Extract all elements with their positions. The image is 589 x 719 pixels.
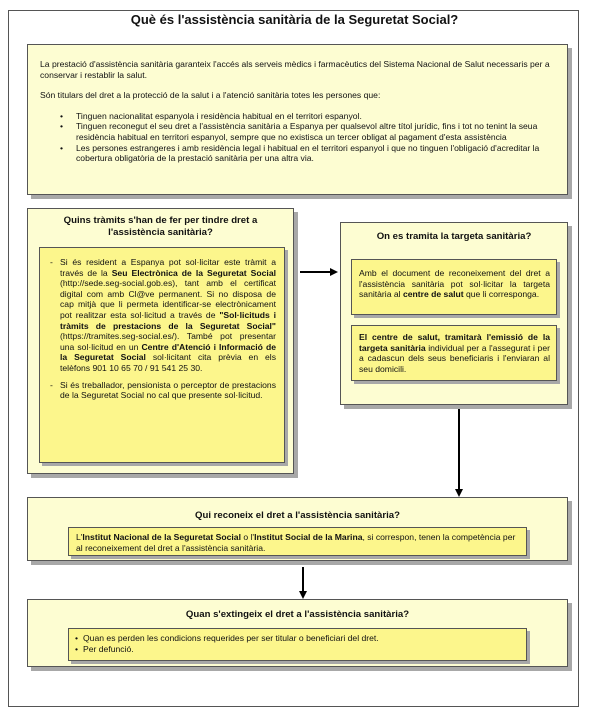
procedures-list — [46, 257, 276, 401]
list-item: • Tinguen reconegut el seu dret a l'assistència sanitària a Espanya per qualsevol altre títol jurídic, fins i tot no tenint la seua residència habitual en territori espanyol, sempre que no existisca un tercer obligat al pagament d'esta assistència — [40, 121, 555, 142]
list-item: • Per defunció. — [69, 644, 520, 655]
health-card-title: On es tramita la targeta sanitària? — [376, 231, 532, 242]
page-title: Què és l'assistència sanitària de la Seguretat Social? — [130, 12, 459, 27]
ism-name: Institut Social de la Marina — [254, 532, 363, 542]
procedures-title: Quins tràmits s'han de fer per tindre dret a l'assistència sanitària? — [63, 215, 258, 238]
service-center-name: Centre d'Atenció i Informació de la Seguretat Social — [60, 341, 276, 363]
electronic-office-name: Seu Electrònica de la Seguretat Social — [111, 267, 276, 278]
termination-list — [69, 633, 520, 654]
health-card-inner-box: Amb el document de reconeixement del dret a l'assistència sanitària pot sol·licitar la targeta sanitària al centre de salut que li corresponga. — [351, 259, 557, 315]
termination-title: Quan s'extingeix el dret a l'assistència sanitària? — [185, 609, 410, 620]
recognition-title: Qui reconeix el dret a l'assistència sanitària? — [195, 510, 400, 521]
intro-box — [27, 44, 568, 195]
procedures-box — [27, 208, 294, 474]
list-item: • Les persones estrangeres i amb residència legal i habitual en el territori espanyol i que no tinguen l'obligació d'acreditar la cobertura obligatòria de la prestació sanitària per una altra via. — [40, 143, 555, 164]
issue-label: El centre de salut, tramitarà l'emissió de la targeta sanitària — [359, 332, 550, 353]
termination-inner-box — [68, 628, 527, 661]
list-item: - Si és resident a Espanya pot sol·licitar este tràmit a través de la Seu Electrònica de la Seguretat Social (http://sede.seg-social.gob.es), tant amb el certificat digital com amb Cl@ve permanent. Si no disposa de cap mitjà que li permeta identificar-se electrònicament pot realitzar esta sol·licitud a través de "Sol·licituds i tràmits de prestacions de la Seguretat Social" (https://tramites.seg-social.es/). També pot presentar una sol·licitud en un Centre d'Atenció i Informació de la Seguretat Social sol·licitant cita prèvia en els telèfons 901 10 65 70 / 91 541 25 30. — [46, 257, 276, 374]
procedures-inner-box — [39, 247, 285, 463]
health-card-issue-box: El centre de salut, tramitarà l'emissió de la targeta sanitària individual per a l'assegurat i per a cadascun dels seus beneficiaris i l'enviaran al seu domicili. — [351, 325, 557, 381]
list-item: - Si és treballador, pensionista o perceptor de prestacions de la Seguretat Social no cal que presente sol·licitud. — [46, 380, 276, 401]
list-item: • Tinguen nacionalitat espanyola i residència habitual en el territori espanyol. — [40, 111, 555, 122]
list-item: • Quan es perden les condicions requerides per ser titular o beneficiari del dret. — [69, 633, 520, 644]
health-center-label: centre de salut — [402, 289, 464, 300]
recognition-box — [27, 497, 568, 561]
requests-service-name: "Sol·licituds i tràmits de prestacions de la Seguretat Social" — [60, 309, 276, 331]
recognition-inner-box: L'Institut Nacional de la Seguretat Social o l'Institut Social de la Marina, si correspon, tenen la competència per al reconeixement del dret a l'assistència sanitària. — [68, 527, 527, 556]
intro-paragraph-holders: Són titulars del dret a la protecció de la salut i a l'atenció sanitària totes les persones que: — [40, 90, 381, 101]
termination-box — [27, 599, 568, 667]
insss-name: Institut Nacional de la Seguretat Social — [82, 532, 241, 542]
holders-list — [40, 111, 555, 164]
intro-paragraph: La prestació d'assistència sanitària garanteix l'accés als serveis mèdics i farmacèutics del Sistema Nacional de Salut necessaris per a conservar i restablir la salut. — [40, 59, 550, 80]
health-card-box — [340, 222, 568, 405]
